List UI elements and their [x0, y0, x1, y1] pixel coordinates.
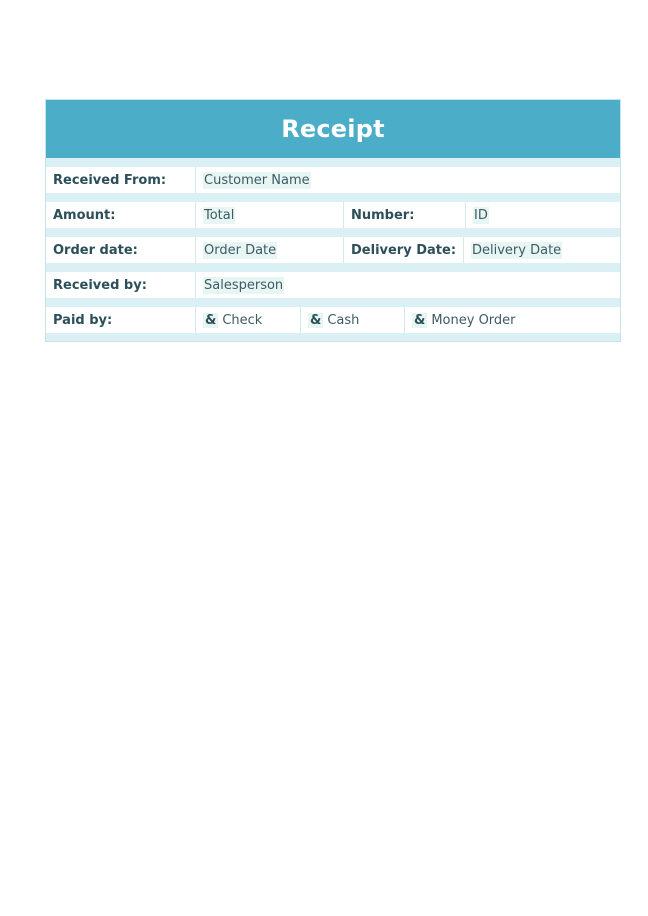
- row-spacer: [46, 228, 620, 237]
- payment-option-cash[interactable]: [301, 307, 405, 333]
- order-date-label: Order date:: [46, 237, 196, 263]
- checkbox-mark-icon[interactable]: &: [205, 312, 217, 328]
- dates-row: [46, 237, 620, 263]
- payment-option-label: Cash: [327, 312, 360, 328]
- received-from-label: Received From:: [46, 167, 196, 193]
- checkbox-mark-icon[interactable]: &: [310, 312, 322, 328]
- paid-by-row: [46, 307, 620, 333]
- row-spacer: [46, 298, 620, 307]
- amount-field[interactable]: [196, 202, 344, 228]
- received-from-field[interactable]: [196, 167, 620, 193]
- number-field[interactable]: [466, 202, 620, 228]
- row-spacer: [46, 333, 620, 341]
- order-date-field[interactable]: [196, 237, 344, 263]
- received-from-value: Customer Name: [204, 172, 310, 188]
- amount-row: [46, 202, 620, 228]
- order-date-value: Order Date: [204, 242, 277, 258]
- amount-value: Total: [204, 207, 235, 223]
- number-label: Number:: [344, 202, 466, 228]
- checkbox-mark-icon[interactable]: &: [414, 312, 426, 328]
- payment-option-label: Check: [222, 312, 263, 328]
- received-by-field[interactable]: [196, 272, 620, 298]
- payment-option-money-order[interactable]: [405, 307, 620, 333]
- delivery-date-label: Delivery Date:: [344, 237, 464, 263]
- row-spacer: [46, 263, 620, 272]
- delivery-date-value: Delivery Date: [472, 242, 562, 258]
- received-from-row: [46, 167, 620, 193]
- amount-label: Amount:: [46, 202, 196, 228]
- receipt-title: Receipt: [46, 100, 620, 158]
- delivery-date-field[interactable]: [464, 237, 620, 263]
- received-by-label: Received by:: [46, 272, 196, 298]
- received-by-row: [46, 272, 620, 298]
- row-spacer: [46, 193, 620, 202]
- received-by-value: Salesperson: [204, 277, 284, 293]
- receipt-form: [45, 99, 621, 342]
- paid-by-label: Paid by:: [46, 307, 196, 333]
- payment-option-check[interactable]: [196, 307, 301, 333]
- number-value: ID: [474, 207, 488, 223]
- row-spacer: [46, 158, 620, 167]
- payment-option-label: Money Order: [431, 312, 516, 328]
